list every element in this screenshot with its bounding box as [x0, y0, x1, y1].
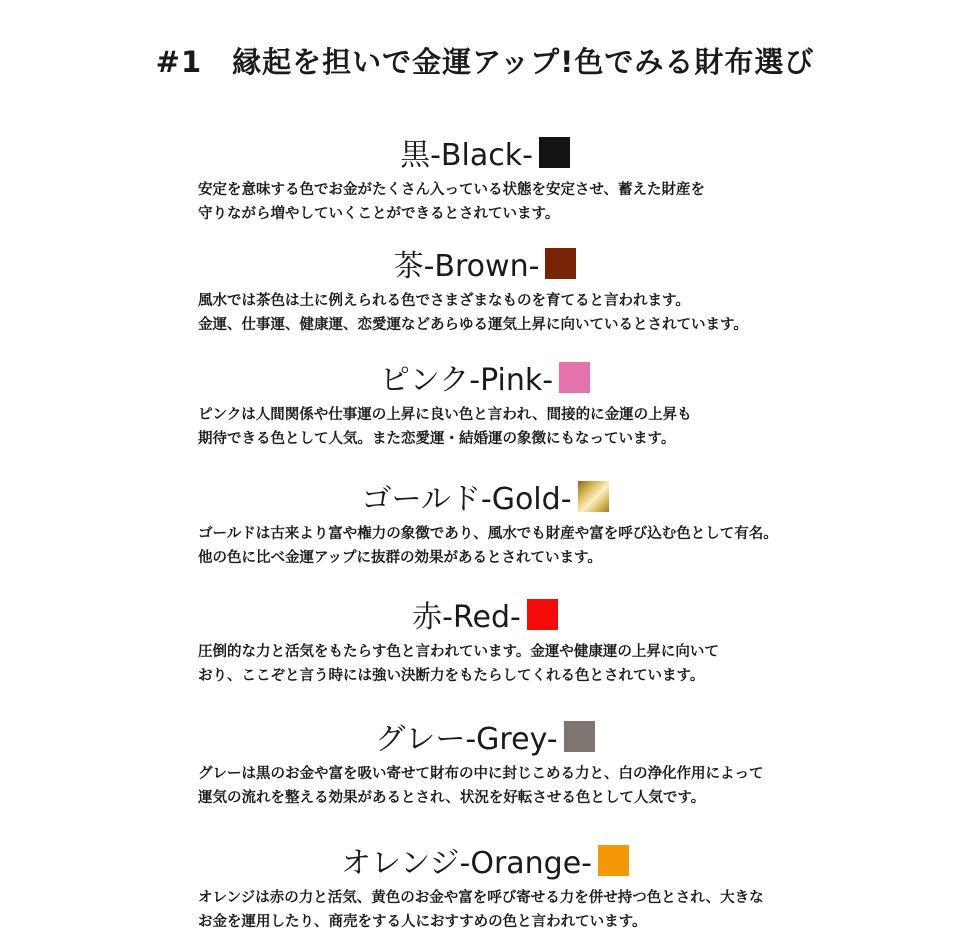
color-section-red: [0, 596, 970, 684]
color-heading: 黒-Black-: [400, 138, 533, 173]
black-swatch: [539, 137, 570, 168]
description-line: 他の色に比べ金運アップに抜群の効果があるとされています。: [198, 550, 602, 566]
color-heading: 赤-Red-: [412, 600, 521, 635]
description-line: オレンジは赤の力と活気、黄色のお金や富を呼び寄せる力を併せ持つ色とされ、大きな: [198, 890, 764, 906]
description-line: 期待できる色として人気。また恋愛運・結婚運の象徴にもなっています。: [198, 431, 676, 447]
pink-swatch: [559, 362, 590, 393]
color-description: [198, 403, 692, 451]
description-line: 圧倒的な力と活気をもたらす色と言われています。金運や健康運の上昇に向いて: [198, 644, 719, 660]
description-line: 安定を意味する色でお金がたくさん入っている状態を安定させ、蓄えた財産を: [198, 182, 706, 198]
color-section-grey: [0, 718, 970, 806]
brown-swatch: [545, 248, 576, 279]
description-line: おり、ここぞと言う時には強い決断力をもたらしてくれる色とされています。: [198, 668, 705, 684]
color-description: [198, 762, 764, 810]
color-description: [198, 886, 764, 934]
color-description: [198, 522, 778, 570]
color-description: [198, 289, 748, 337]
gold-swatch: [578, 481, 609, 512]
color-heading: オレンジ-Orange-: [341, 846, 592, 881]
description-line: 風水では茶色は土に例えられる色でさまざまなものを育てると言われます。: [198, 293, 690, 309]
color-section-orange: [0, 842, 970, 930]
color-section-pink: [0, 359, 970, 447]
color-section-black: [0, 134, 970, 222]
description-line: 金運、仕事運、健康運、恋愛運などあらゆる運気上昇に向いているとされています。: [198, 317, 748, 333]
grey-swatch: [564, 721, 595, 752]
description-line: 運気の流れを整える効果があるとされ、状況を好転させる色として人気です。: [198, 790, 706, 806]
red-swatch: [527, 599, 558, 630]
description-line: グレーは黒のお金や富を吸い寄せて財布の中に封じこめる力と、白の浄化作用によって: [198, 766, 764, 782]
color-description: [198, 178, 705, 226]
color-heading: ゴールド-Gold-: [361, 482, 572, 517]
page-title: #1 縁起を担いで金運アップ!色でみる財布選び: [155, 45, 815, 79]
color-heading: グレー-Grey-: [375, 722, 558, 757]
description-line: ピンクは人間関係や仕事運の上昇に良い色と言われ、間接的に金運の上昇も: [198, 407, 692, 423]
color-heading: 茶-Brown-: [393, 249, 540, 284]
orange-swatch: [598, 845, 629, 876]
color-description: [198, 640, 719, 688]
description-line: ゴールドは古来より富や権力の象徴であり、風水でも財産や富を呼び込む色として有名。: [198, 526, 778, 542]
description-line: お金を運用したり、商売をする人におすすめの色と言われています。: [198, 914, 647, 930]
color-heading: ピンク-Pink-: [379, 363, 554, 398]
description-line: 守りながら増やしていくことができるとされています。: [198, 206, 560, 222]
color-section-brown: [0, 245, 970, 333]
color-section-gold: [0, 478, 970, 566]
